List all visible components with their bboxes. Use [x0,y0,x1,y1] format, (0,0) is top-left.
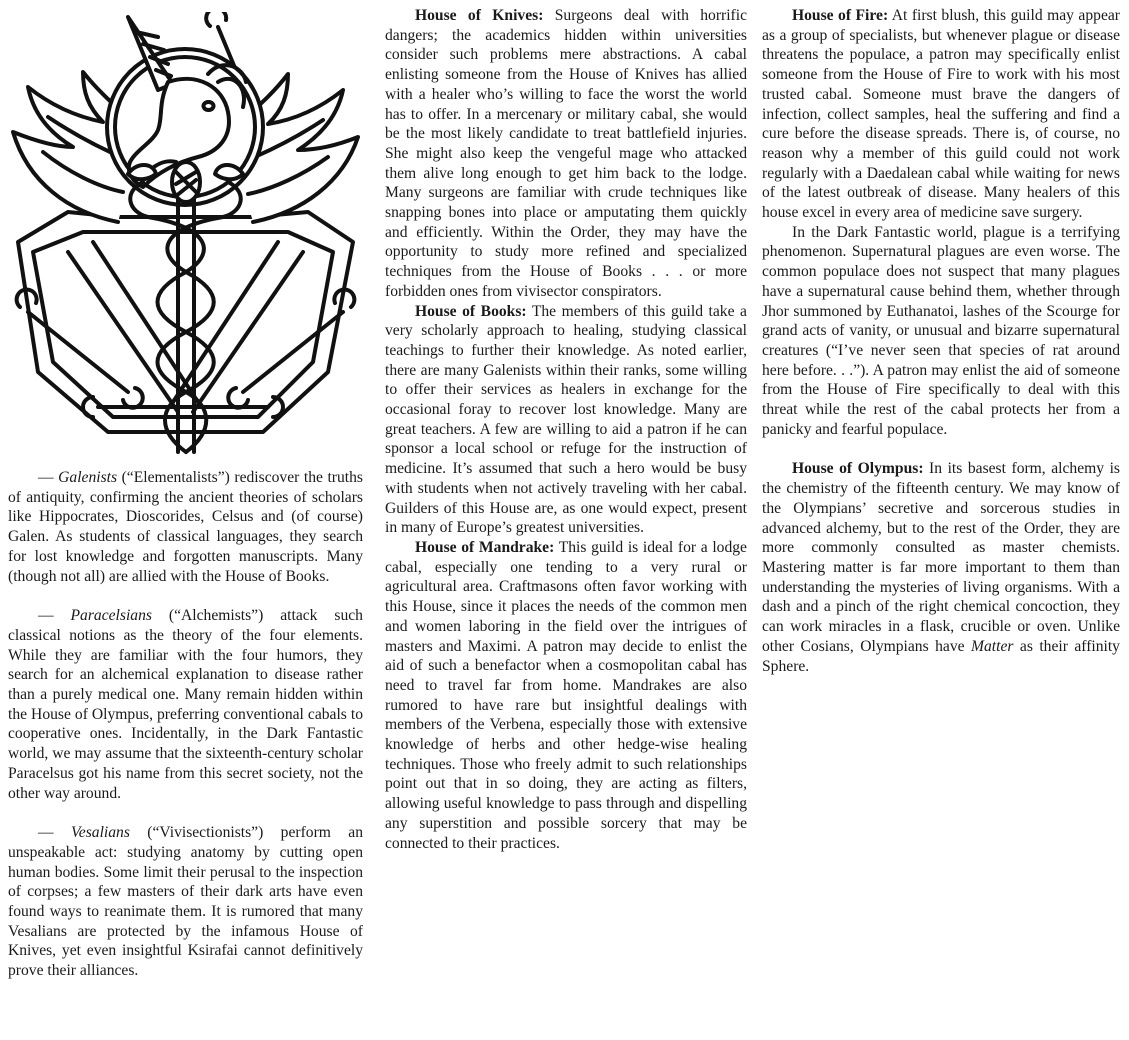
house-of-fire-paragraph [762,6,1120,223]
house-of-mandrake-paragraph [385,538,747,853]
term-paracelsians: Paracelsians [70,607,152,625]
middle-column [385,6,747,853]
term-galenists: Galenists [58,469,118,486]
house-of-books-paragraph [385,302,747,538]
house-of-books-heading: House of Books: [415,302,527,320]
dash: — [38,824,71,842]
house-of-olympus-paragraph [762,459,1120,676]
house-of-knives-heading: House of Knives: [415,7,544,24]
paracelsians-paragraph [8,606,363,803]
house-of-knives-text: Surgeons deal with horrific dangers; the academics hidden within universities consider such problems mere abstractions. A cabal enlisting someone from the House of Knives has allied with a healer who’s willing to face the worst the world has to offer. In a mercenary or military cabal, she would be the most likely candidate to treat battlefield injuries. She might also keep the vengeful mage who attacked them alive long enough to get him back to the lodge. Many surgeons are familiar with crude techniques like snapping bones into place or amputating them quickly and efficiently. Within the Order, they may have the opportunity to study more refined and specialized techniques from the House of Books . . . or more forbidden ones from vivisector conspirators. [385,7,747,300]
galenists-paragraph [8,468,363,586]
house-of-mandrake-text: This guild is ideal for a lodge cabal, especially one tending to a very rural or agricultural area. Craftmasons often favor working with this House, since it places the needs of the common men and women laboring in the field over the intrigues of masters and Maximi. A patron may decide to enlist the aid of such a benefactor when a cosmopolitan cabal has need to travel far from home. Mandrakes are also rumored to have rare but insightful dealings with members of the Verbena, especially those with extensive knowledge of herbs and other hedge-wise healing techniques. Those who freely admit to such relationships point out that in so doing, they are acting as filters, allowing useful knowledge to pass through and dispelling any superstition and possible sorcery that may be connected to their practices. [385,538,747,852]
unicorn-caduceus-emblem [8,12,363,462]
galenists-text: (“Elementalists”) rediscover the truths of antiquity, confirming the ancient theories of scholars like Hippocrates, Dioscorides, Celsus and (of course) Galen. As students of classical languages, they search for lost knowledge and forgotten manuscripts. Many (though not all) are allied with the House of Books. [8,469,363,585]
plague-paragraph: In the Dark Fantastic world, plague is a terrifying phenomenon. Supernatural plagues are even worse. The common populace does not suspect that many plagues have a supernatural cause behind them, whether through Jhor summoned by Euthanatoi, lashes of the Scourge for grand acts of vanity, or unusual and bizarre supernatural creatures (“I’ve never seen that species of rat around here before. . .”). A patron may enlist the aid of someone from the House of Fire specifically to deal with this threat while the rest of the cabal protects her from a panicky and fearful populace. [762,223,1120,438]
house-of-olympus-heading: House of Olympus: [792,460,924,478]
house-of-knives-paragraph [385,6,747,302]
paracelsians-text: (“Alchemists”) attack such classical notions as the theory of the four elements. While they are familiar with the four humors, they search for an alchemical explanation to disease rather than a purely medical one. Many remain hidden within the House of Olympus, preferring conventional cabals to cooperative ones. Incidentally, in the Dark Fantastic world, we may assume that the sixteenth-century scholar Paracelsus got his name from this secret society, not the other way around. [8,607,363,802]
house-of-olympus-text: In its basest form, alchemy is the chemistry of the fifteenth century. We may know of the Olympians’ secretive and sorcerous studies in advanced alchemy, but to the rest of the Order, they are more commonly consulted as master chemists. Mastering matter is far more important to them than understanding the mysteries of living organisms. With a dash and a pinch of the right chemical concoction, they can work miracles in a flask, crucible or oven. Unlike other Cosians, Olympians have [762,460,1121,655]
matter-term: Matter [971,637,1014,655]
left-column [8,12,363,981]
house-of-books-text: The members of this guild take a very scholarly approach to healing, studying classical teachings to further their knowledge. As noted earlier, there are many Galenists within their ranks, some willing to offer their services as healers in exchange for the occasional foray to recover lost knowledge. Many are great teachers. A few are willing to aid a patron if he can sponsor a local school or refuge for the instruction of medicine. It’s assumed that such a hero would be busy with students when not actively traveling with her cabal. Guilders of this House are, as one would expect, present in many of Europe’s greatest universities. [385,302,747,537]
right-column [762,6,1120,676]
dash: — [38,469,59,486]
dash: — [38,607,71,625]
house-of-mandrake-heading: House of Mandrake: [415,538,555,556]
house-of-fire-text: At first blush, this guild may appear as a group of specialists, but whenever plague or disease threatens the populace, a patron may specifically enlist someone from the House of Fire to work with his most trusted cabal. Someone must brave the dangers of infection, collect samples, heal the suffering and find a cure before the disease spreads. There is, of course, no reason why a member of this guild could not work regularly with a Daedalean cabal while waiting for news of the latest outbreak of disease. Many healers of this house excel in every area of medicine save surgery. [762,7,1120,222]
term-vesalians: Vesalians [70,824,130,842]
house-of-olympus-text-end: as their affinity Sphere. [762,637,1120,675]
vesalians-text: (“Vivisectionists”) perform an unspeakable act: studying anatomy by cutting open human bodies. Some limit their perusal to the inspection of corpses; a few masters of their dark arts have even found ways to reanimate them. It is rumored that many Vesalians are protected by the infamous House of Knives, yet even insightful Ksirafai cannot definitively prove their alliances. [8,824,363,980]
vesalians-paragraph [8,823,363,981]
house-of-fire-heading: House of Fire: [792,7,889,24]
